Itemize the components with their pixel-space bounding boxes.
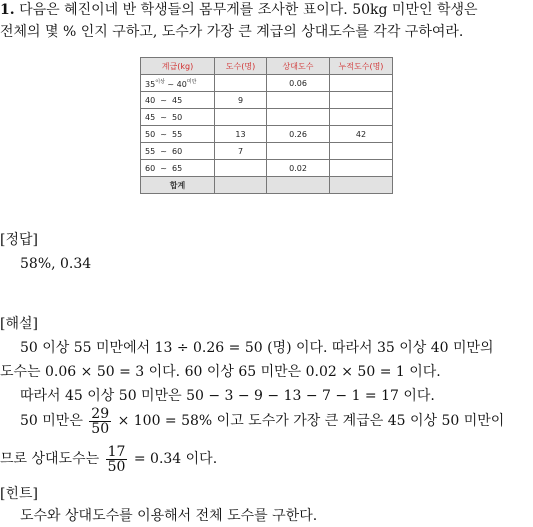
header-cumulative-frequency: 누적도수(명): [330, 58, 393, 75]
fraction-29-50: $\frac{29}{50}$: [91, 405, 110, 437]
explanation-line-2: 도수는 0.06 × 50 = 3 이다. 60 이상 65 미만은 0.02 × 50 = 1 이다.: [0, 364, 441, 380]
class-cell: 60 ~ 65: [141, 160, 215, 177]
header-relative-frequency: 상대도수: [267, 58, 330, 75]
table-row: [141, 109, 393, 126]
relative-frequency-cell: 0.26: [267, 126, 330, 143]
total-label: 합계: [141, 177, 215, 194]
table-row: [141, 75, 393, 92]
explanation-line-4: 50 미만은 $\frac{29}{50}$ × 100 = 58% 이고 도수가 가장 큰 계급은 45 이상 50 미만이: [20, 405, 505, 437]
class-sup-lower: 이상: [155, 78, 165, 85]
relative-frequency-cell: [267, 109, 330, 126]
cumulative-frequency-cell: 42: [330, 126, 393, 143]
explanation-line-5: 므로 상대도수는 $\frac{17}{50}$ = 0.34 이다.: [0, 443, 218, 475]
table-header-row: [141, 58, 393, 75]
explanation-label: [해설]: [0, 316, 38, 332]
header-class: 계급(kg): [141, 58, 215, 75]
question-number: 1.: [0, 2, 15, 18]
frequency-cell: 7: [215, 143, 267, 160]
relative-frequency-cell: [267, 92, 330, 109]
cumulative-frequency-cell: [330, 160, 393, 177]
class-sup-upper: 미만: [186, 78, 197, 85]
class-cell: 50 ~ 55: [141, 126, 215, 143]
total-frequency-cell: [215, 177, 267, 194]
frequency-cell: 9: [215, 92, 267, 109]
cumulative-frequency-cell: [330, 109, 393, 126]
table-total-row: [141, 177, 393, 194]
table-row: [141, 126, 393, 143]
answer-value: 58%, 0.34: [20, 256, 92, 272]
table-row: [141, 160, 393, 177]
question-line-1: [0, 0, 478, 20]
cumulative-frequency-cell: [330, 75, 393, 92]
fraction-17-50: $\frac{17}{50}$: [107, 443, 126, 475]
total-cumulative-cell: [330, 177, 393, 194]
frequency-cell: 13: [215, 126, 267, 143]
explanation-line-3: 따라서 45 이상 50 미만은 50 − 3 − 9 − 13 − 7 − 1 = 17 이다.: [20, 388, 435, 404]
total-relative-cell: [267, 177, 330, 194]
question-line-2: 전체의 몇 % 인지 구하고, 도수가 가장 큰 계급의 상대도수를 각각 구하여라.: [0, 24, 464, 40]
cumulative-frequency-cell: [330, 143, 393, 160]
class-cell: 40 ~ 45: [141, 92, 215, 109]
relative-frequency-cell: [267, 143, 330, 160]
class-cell: 55 ~ 60: [141, 143, 215, 160]
frequency-table: [140, 57, 393, 194]
table-row: [141, 143, 393, 160]
class-cell: $35^{이상}$ ~ $40^{미만}$: [141, 75, 215, 92]
header-frequency: 도수(명): [215, 58, 267, 75]
answer-label: [정답]: [0, 232, 38, 248]
cumulative-frequency-cell: [330, 92, 393, 109]
hint-text: 도수와 상대도수를 이용해서 전체 도수를 구한다.: [20, 508, 318, 524]
frequency-cell: [215, 109, 267, 126]
class-cell: 45 ~ 50: [141, 109, 215, 126]
explanation-line-1: 50 이상 55 미만에서 13 ÷ 0.26 = 50 (명) 이다. 따라서 35 이상 40 미만의: [20, 340, 494, 356]
question-text-1: 다음은 혜진이네 반 학생들의 몸무게를 조사한 표이다. 50kg 미만인 학생은: [19, 2, 478, 18]
table-row: [141, 92, 393, 109]
relative-frequency-cell: 0.06: [267, 75, 330, 92]
hint-label: [힌트]: [0, 486, 38, 502]
frequency-cell: [215, 75, 267, 92]
relative-frequency-cell: 0.02: [267, 160, 330, 177]
frequency-cell: [215, 160, 267, 177]
